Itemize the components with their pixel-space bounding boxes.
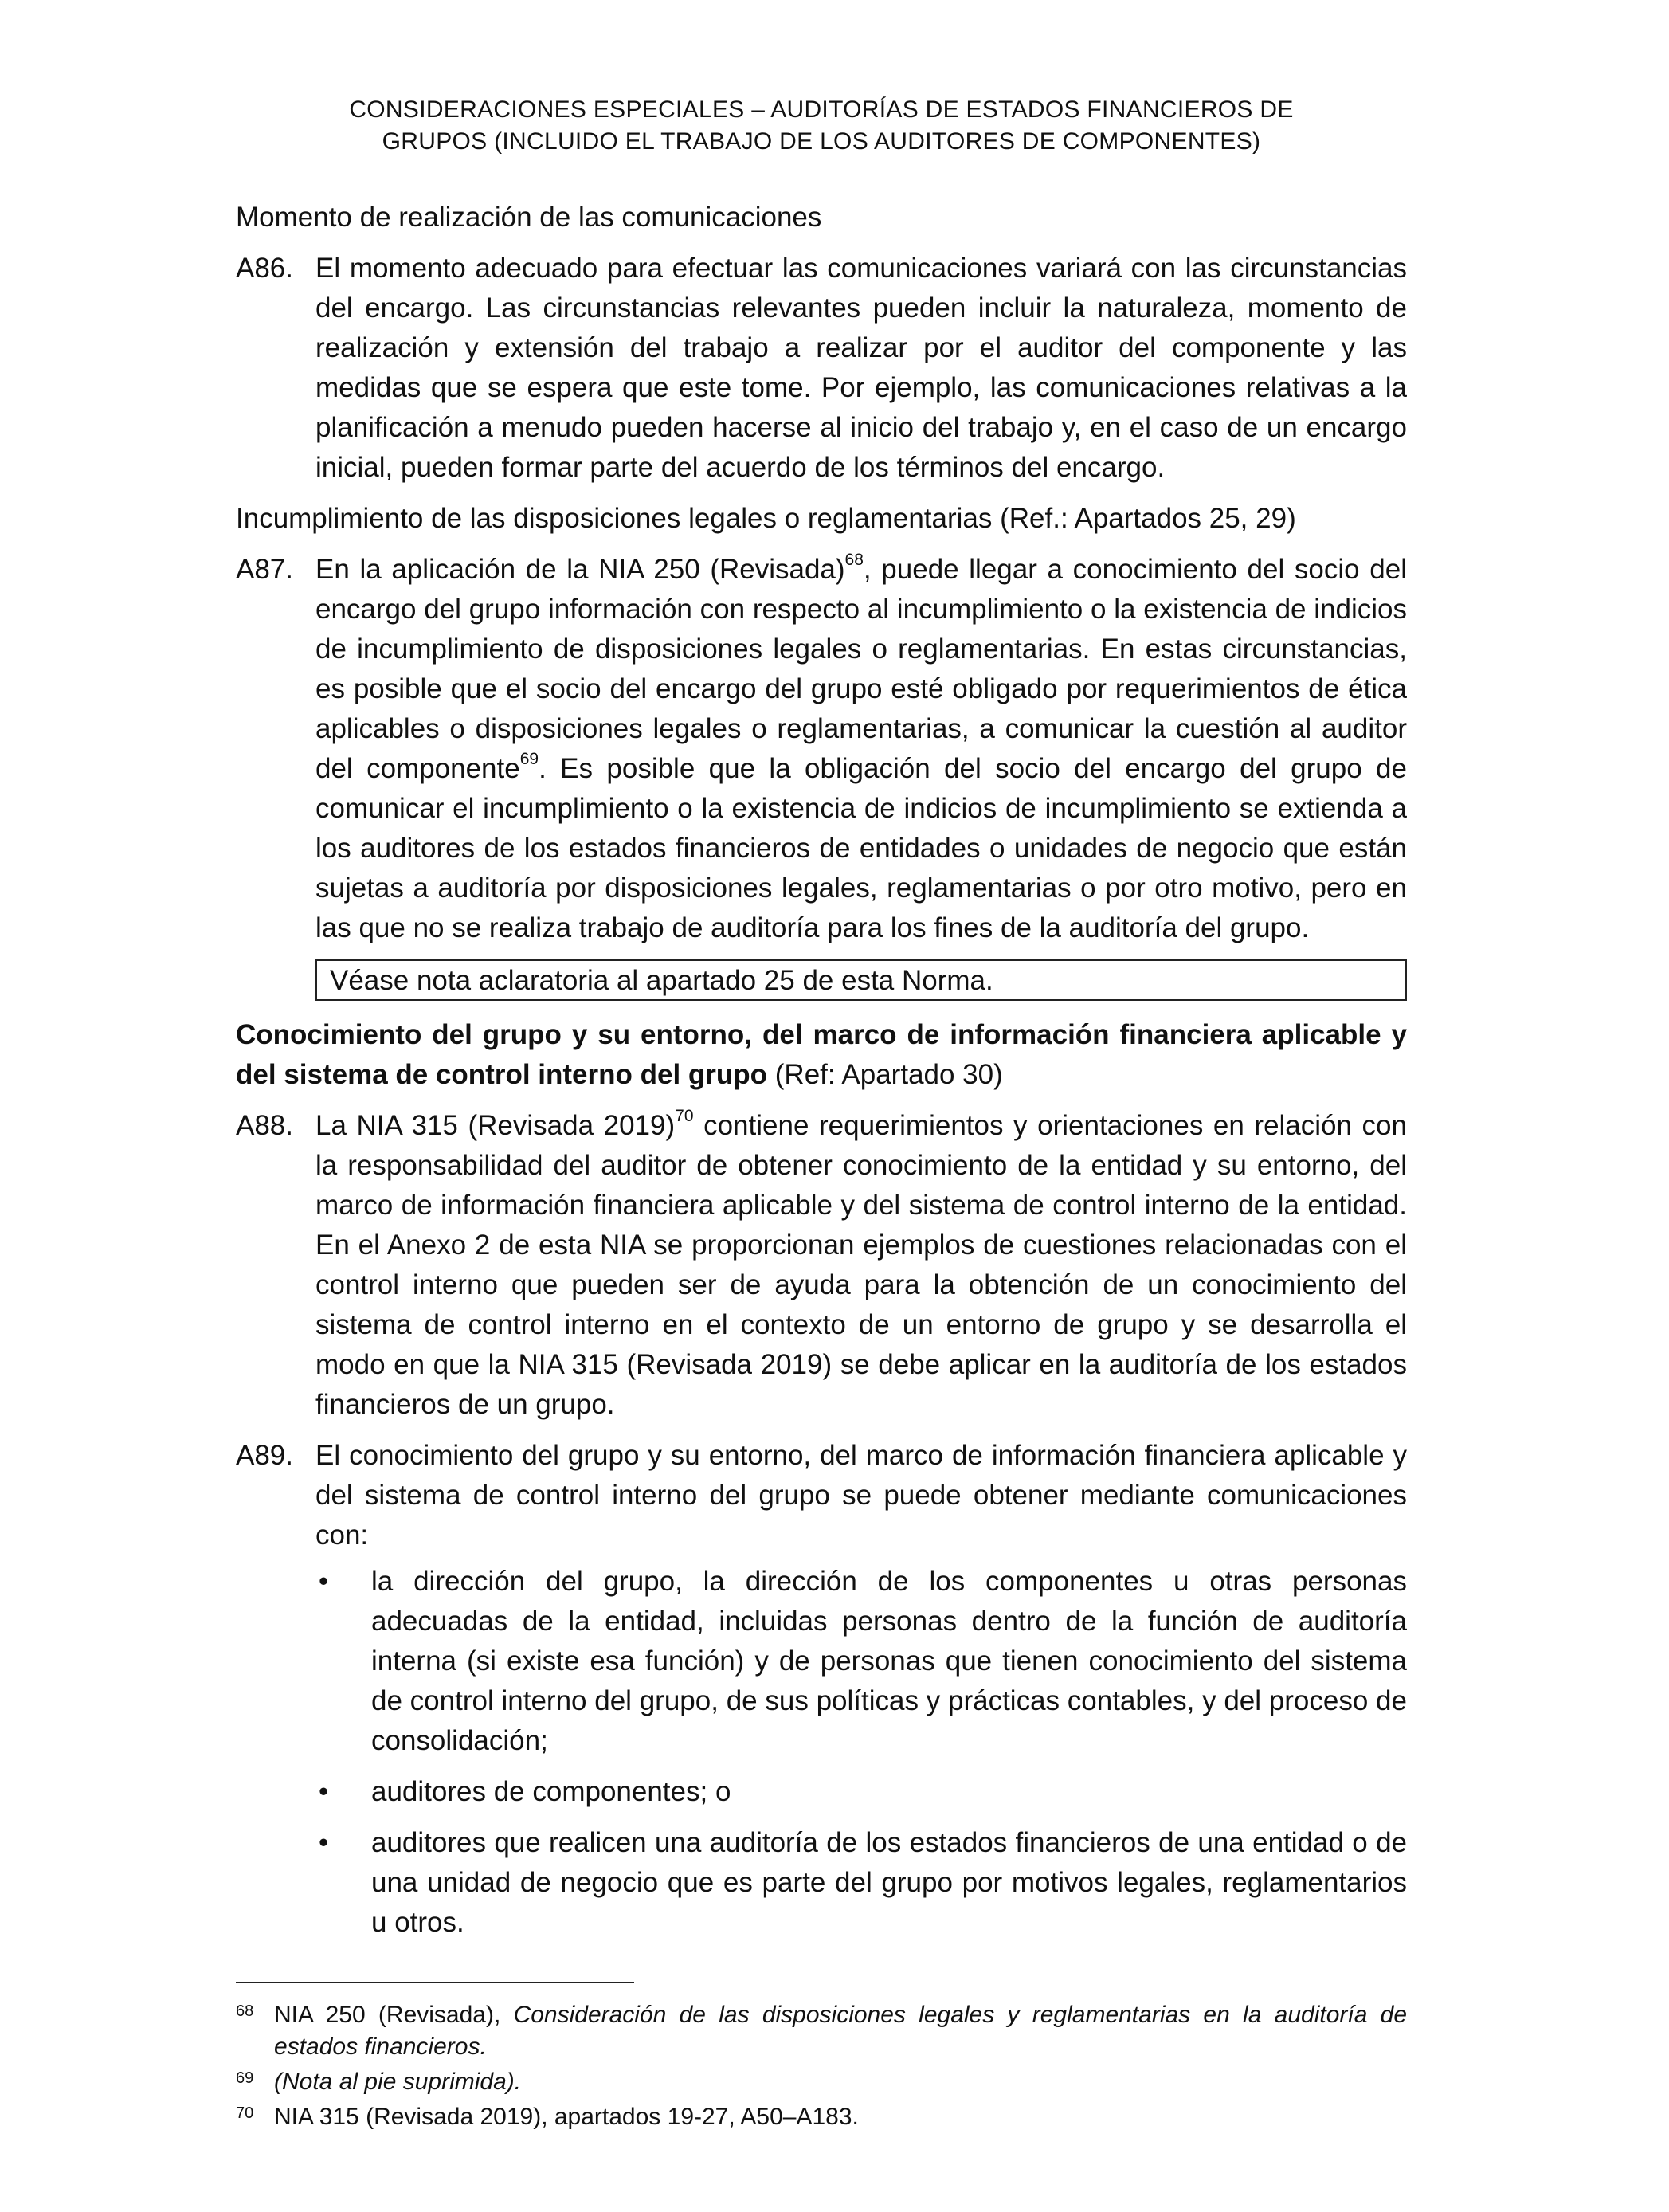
- paragraph-text: El conocimiento del grupo y su entorno, del marco de información financiera aplicable y del sistema de control interno del grupo se puede obtener mediante comunicaciones con:: [315, 1440, 1407, 1551]
- text-run: En la aplicación de la NIA 250 (Revisada): [315, 554, 845, 585]
- list-item-text: auditores que realicen una auditoría de los estados financieros de una entidad o de una unidad de negocio que es parte del grupo por motivos legales, reglamentarios u otros.: [371, 1827, 1407, 1938]
- footnote-italic: (Nota al pie suprimida).: [274, 2069, 522, 2095]
- footnote-plain: NIA 315 (Revisada 2019), apartados 19-27, A50–A183.: [274, 2104, 859, 2130]
- footnote-69: [236, 2066, 1407, 2098]
- list-item-text: la dirección del grupo, la dirección de los componentes u otras personas adecuadas de la entidad, incluidas personas dentro de la función de auditoría interna (si existe esa función) y de personas que tienen conocimiento del sistema de control interno del grupo, de sus políticas y prácticas contables, y del proceso de consolidación;: [371, 1566, 1407, 1756]
- footnote-ref-69[interactable]: 69: [519, 750, 539, 769]
- paragraph-number: A89.: [236, 1440, 293, 1471]
- list-item: [315, 1823, 1407, 1943]
- paragraph-number: A86.: [236, 253, 293, 284]
- footnote-ref-68[interactable]: 68: [844, 551, 864, 570]
- paragraph-text: El momento adecuado para efectuar las comunicaciones variará con las circunstancias del encargo. Las circunstancias relevantes pueden incluir la naturaleza, momento de realización y extensión del trabajo a realizar por el auditor del componente y las medidas que se espera que este tome. Por ejemplo, las comunicaciones relativas a la planificación a menudo pueden hacerse al inicio del trabajo y, en el caso de un encargo inicial, pueden formar parte del acuerdo de los términos del encargo.: [315, 253, 1407, 483]
- text-run: , puede llegar a conocimiento del socio del encargo del grupo información con respecto al incumplimiento o la existencia de indicios de incumplimiento de disposiciones legales o reglamentarias. En estas circunstancias, es posible que el socio del encargo del grupo esté obligado por requerimientos de ética aplicables o disposiciones legales o reglamentarias, a comunicar la cuestión al auditor del componente: [315, 554, 1407, 784]
- text-run: . Es posible que la obligación del socio del encargo del grupo de comunicar el incumplimiento o la existencia de indicios de incumplimiento se extienda a los auditores de los estados financieros de entidades o unidades de negocio que están sujetas a auditoría por disposiciones legales, reglamentarias o por otro motivo, pero en las que no se realiza trabajo de auditoría para los fines de la auditoría del grupo.: [315, 753, 1407, 943]
- footnote-68: [236, 1999, 1407, 2063]
- footnote-number: 69: [236, 2069, 254, 2087]
- text-run: La NIA 315 (Revisada 2019): [315, 1110, 676, 1141]
- document-body: [236, 198, 1407, 1965]
- footnote-separator: [236, 1982, 634, 1983]
- footnote-number: 68: [236, 2002, 254, 2020]
- bullet-list: [315, 1562, 1407, 1943]
- footnote-ref-70[interactable]: 70: [675, 1107, 694, 1126]
- paragraph-a88: [236, 1106, 1407, 1425]
- paragraph-a89: [236, 1436, 1407, 1954]
- header-line-2: GRUPOS (INCLUIDO EL TRABAJO DE LOS AUDITORES DE COMPONENTES): [382, 128, 1261, 155]
- paragraph-text: [315, 1106, 1407, 1425]
- footnote-text: [274, 1999, 1407, 2063]
- bullet-icon: •: [319, 1776, 329, 1807]
- section-heading-timing: Momento de realización de las comunicaciones: [236, 202, 822, 233]
- paragraph-number: A88.: [236, 1110, 293, 1141]
- list-item: [315, 1562, 1407, 1761]
- paragraph-number: A87.: [236, 554, 293, 585]
- text-run: contiene requerimientos y orientaciones en relación con la responsabilidad del auditor de obtener conocimiento de la entidad y su entorno, del marco de información financiera aplicable y del sistema de control interno de la entidad. En el Anexo 2 de esta NIA se proporcionan ejemplos de cuestiones relacionadas con el control interno que pueden ser de ayuda para la obtención de un conocimiento del sistema de control interno en el contexto de un entorno de grupo y se desarrolla el modo en que la NIA 315 (Revisada 2019) se debe aplicar en la auditoría de los estados financieros de un grupo.: [315, 1110, 1407, 1420]
- paragraph-content: [315, 1436, 1407, 1954]
- footnote-plain: NIA 250 (Revisada),: [274, 2002, 514, 2028]
- header-line-1: CONSIDERACIONES ESPECIALES – AUDITORÍAS DE ESTADOS FINANCIEROS DE: [349, 96, 1294, 123]
- section-heading-knowledge: [236, 1015, 1407, 1095]
- list-item-text: auditores de componentes; o: [371, 1776, 731, 1807]
- section-heading-noncompliance: Incumplimiento de las disposiciones legales o reglamentarias (Ref.: Apartados 25, 29): [236, 503, 1296, 534]
- paragraph-a87: [236, 550, 1407, 948]
- heading-reference: (Ref: Apartado 30): [767, 1059, 1003, 1090]
- paragraph-text: [315, 550, 1407, 948]
- bullet-icon: •: [319, 1827, 329, 1858]
- footnotes: [236, 1982, 1407, 2136]
- paragraph-a86: [236, 249, 1407, 488]
- bullet-icon: •: [319, 1566, 329, 1597]
- heading-bold-text: Conocimiento del grupo y su entorno, del marco de información financiera aplicable y del sistema de control interno del grupo: [236, 1019, 1407, 1090]
- page-header: [236, 94, 1407, 158]
- clarifying-note-box: Véase nota aclaratoria al apartado 25 de esta Norma.: [315, 959, 1407, 1001]
- footnote-number: 70: [236, 2104, 254, 2122]
- footnote-text: [274, 2101, 1407, 2133]
- footnote-text: [274, 2066, 1407, 2098]
- list-item: [315, 1772, 1407, 1812]
- footnote-70: [236, 2101, 1407, 2133]
- footnote-italic: Consideración de las disposiciones legales y reglamentarias en la auditoría de estados financieros.: [274, 2002, 1408, 2060]
